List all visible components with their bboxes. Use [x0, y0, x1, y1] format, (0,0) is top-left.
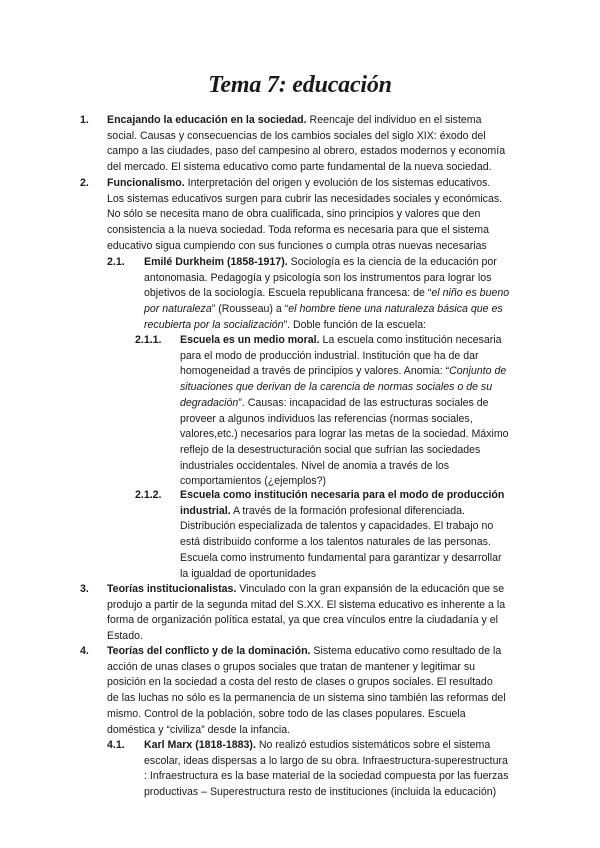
text-line: Escuela es un medio moral. La escuela como institución necesaria: [180, 334, 502, 346]
item-number: 1.: [80, 114, 89, 126]
text-line: Karl Marx (1818-1883). No realizó estudios sistemáticos sobre el sistema: [144, 739, 491, 751]
item-text: [180, 333, 509, 490]
text-line: recubierta por la socialización”. Doble función de la escuela:: [144, 318, 427, 331]
text-line: doméstica y “civiliza” desde la infancia.: [107, 723, 291, 736]
text-line: Encajando la educación en la sociedad. Reencaje del individuo en el sistema: [107, 114, 482, 126]
text-line: productivas – Superestructura resto de instituciones (incluida la educación): [144, 786, 497, 799]
item-number: 4.1.: [107, 739, 125, 751]
text-line: por naturaleza” (Rousseau) a “el hombre tiene una naturaleza básica que es: [144, 303, 503, 316]
text-line: posición en la sociedad a costa del resto de clases o grupos sociales. El resultado: [107, 676, 493, 689]
item-text: [107, 176, 502, 255]
text-line: comportamientos (¿ejemplos?): [180, 475, 327, 488]
text-line: campo a las ciudades, paso del campesino al obrero, estados modernos y economía: [107, 145, 506, 158]
text-line: reflejo de la desestructuración social que sufrían las sociedades: [180, 443, 481, 456]
text-line: social. Causas y consecuencias de los cambios sociales del siglo XIX: éxodo del: [107, 129, 486, 142]
text-line: proveer a algunos individuos las referencias (normas sociales,: [180, 412, 473, 425]
text-line: del mercado. El sistema educativo como parte fundamental de la nueva sociedad.: [107, 161, 492, 174]
text-line: Escuela como institución necesaria para el modo de producción: [180, 489, 505, 501]
text-line: No sólo se necesita mano de obra cualificada, sino principios y valores que den: [107, 208, 481, 221]
text-line: produjo a partir de la segunda mitad del S.XX. El sistema educativo es inherente a la: [107, 598, 506, 611]
item-number: 4.: [80, 645, 89, 657]
text-line: mismo. Control de la población, sobre todo de las clases populares. Escuela: [107, 707, 466, 720]
text-line: Escuela como instrumento fundamental para garantizar y desarrollar: [180, 551, 502, 564]
text-line: industriales occidentales. Nivel de anomia a través de los: [180, 459, 450, 472]
text-line: consistencia a la nueva sociedad. Toda reforma es necesaria para que el sistema: [107, 224, 489, 237]
text-line: : Infraestructura es la base material de la sociedad compuesta por las fuerzas: [144, 770, 509, 783]
text-line: Distribución especializada de talentos y capacidades. El trabajo no: [180, 520, 494, 533]
item-number: 3.: [80, 583, 89, 595]
text-line: forma de organización política estatal, ya que crea vínculos entre la ciudadanía y el: [107, 614, 499, 627]
text-line: Teorías del conflicto y de la dominación. Sistema educativo como resultado de la: [107, 645, 502, 657]
item-number: 2.1.2.: [135, 489, 162, 501]
text-line: industrial. A través de la formación profesional diferenciada.: [180, 504, 466, 517]
text-line: Estado.: [107, 630, 143, 643]
text-line: homogeneidad a través de principios y valores. Anomia: “Conjunto de: [180, 365, 507, 378]
text-line: valores,etc.) necesarios para lograr las metas de la sociedad. Máximo: [180, 428, 509, 441]
text-line: la igualdad de oportunidades: [180, 567, 317, 580]
item-number: 2.1.1.: [135, 334, 162, 346]
text-line: educativo sigua cumpiendo con sus funciones o cumpla otras nuevas necesarias: [107, 239, 487, 252]
item-number: 2.1.: [107, 256, 125, 268]
text-line: está distribuido conforme a los talentos naturales de las personas.: [180, 536, 491, 549]
item-number: 2.: [80, 177, 89, 189]
item-text: [107, 644, 506, 738]
text-line: degradación”. Causas: incapacidad de las estructuras sociales de: [180, 396, 489, 409]
item-text: [107, 582, 505, 645]
text-line: escolar, ideas dispersas a lo largo de su obra. Infraestructura-superestructura: [144, 754, 508, 767]
page-title: Tema 7: educación: [208, 72, 392, 98]
text-line: Funcionalismo. Interpretación del origen y evolución de los sistemas educativos.: [107, 177, 491, 189]
item-text: [144, 255, 509, 334]
text-line: de las luchas no sólo es la permanencia de un sistema sino también las reformas del: [107, 692, 506, 705]
text-line: acción de unas clases o grupos sociales que tratan de mantener y legitimar su: [107, 660, 476, 673]
item-text: [144, 738, 509, 801]
text-line: situaciones que derivan de la carencia de normas sociales o de su: [180, 381, 493, 394]
item-text: [107, 113, 505, 176]
text-line: antonomasia. Pedagogía y psicología son los instrumentos para lograr los: [144, 271, 492, 284]
text-line: objetivos de la sociología. Escuela republicana francesa: de “el niño es bueno: [144, 287, 510, 300]
text-line: Los sistemas educativos surgen para cubrir las necesidades sociales y económicas.: [107, 192, 503, 205]
text-line: Teorías institucionalistas. Vinculado con la gran expansión de la educación que se: [107, 583, 505, 595]
text-line: para el modo de producción industrial. Institución que ha de dar: [180, 349, 479, 362]
text-line: Emilé Durkheim (1858-1917). Sociología es la ciencia de la educación por: [144, 256, 497, 268]
item-text: [180, 488, 504, 582]
